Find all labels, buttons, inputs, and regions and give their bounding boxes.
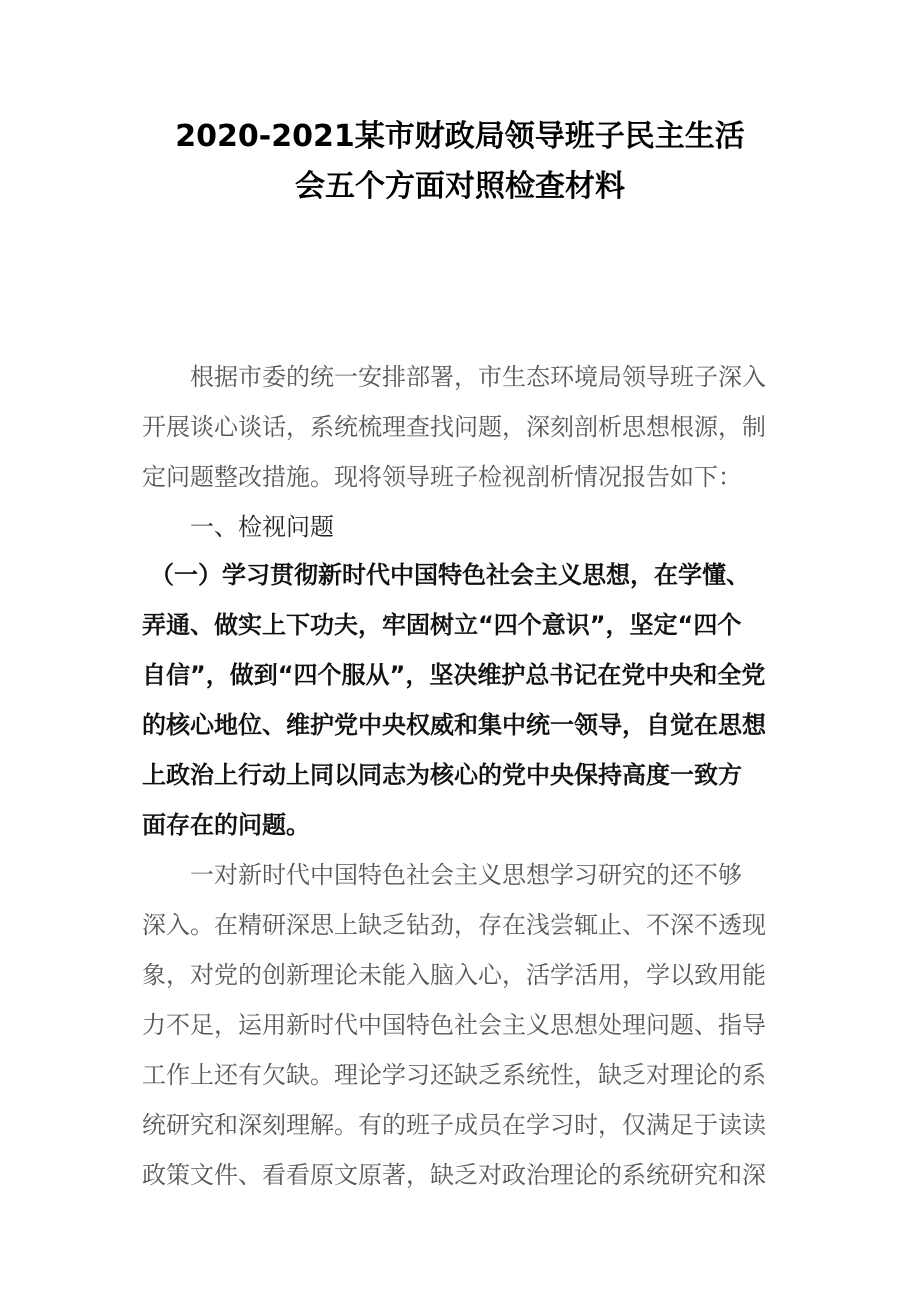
intro-line-1: 根据市委的统一安排部署，市生态环境局领导班子深入: [190, 363, 766, 391]
paragraph-line-7: 政策文件、看看原文原著，缺乏对政治理论的系统研究和深: [142, 1161, 766, 1189]
paragraph-line-6: 统研究和深刻理解。有的班子成员在学习时，仅满足于读读: [142, 1111, 766, 1139]
document-title-line-1: 2020-2021某市财政局领导班子民主生活: [175, 119, 745, 154]
subsection-line-4: 的核心地位、维护党中央权威和集中统一领导，自觉在思想: [142, 711, 766, 739]
paragraph-line-5: 工作上还有欠缺。理论学习还缺乏系统性，缺乏对理论的系: [142, 1061, 766, 1089]
subsection-line-2: 弄通、做实上下功夫，牢固树立“四个意识”，坚定“四个: [142, 611, 742, 639]
paragraph-line-3: 象，对党的创新理论未能入脑入心，活学活用，学以致用能: [142, 961, 766, 989]
paragraph-line-2: 深入。在精研深思上缺乏钻劲，存在浅尝辄止、不深不透现: [142, 911, 766, 939]
intro-line-2: 开展谈心谈话，系统梳理查找问题，深刻剖析思想根源，制: [142, 413, 766, 441]
subsection-line-1: （一）学习贯彻新时代中国特色社会主义思想，在学懂、: [150, 561, 750, 589]
section-heading: 一、检视问题: [190, 513, 334, 541]
subsection-line-3: 自信”，做到“四个服从”，坚决维护总书记在党中央和全党: [142, 661, 766, 689]
subsection-line-6: 面存在的问题。: [142, 811, 310, 839]
document-title-line-2: 会五个方面对照检查材料: [295, 169, 625, 204]
paragraph-line-4: 力不足，运用新时代中国特色社会主义思想处理问题、指导: [142, 1011, 766, 1039]
intro-line-3: 定问题整改措施。现将领导班子检视剖析情况报告如下：: [142, 463, 742, 491]
paragraph-line-1: 一对新时代中国特色社会主义思想学习研究的还不够: [190, 861, 742, 889]
subsection-line-5: 上政治上行动上同以同志为核心的党中央保持高度一致方: [142, 761, 742, 789]
